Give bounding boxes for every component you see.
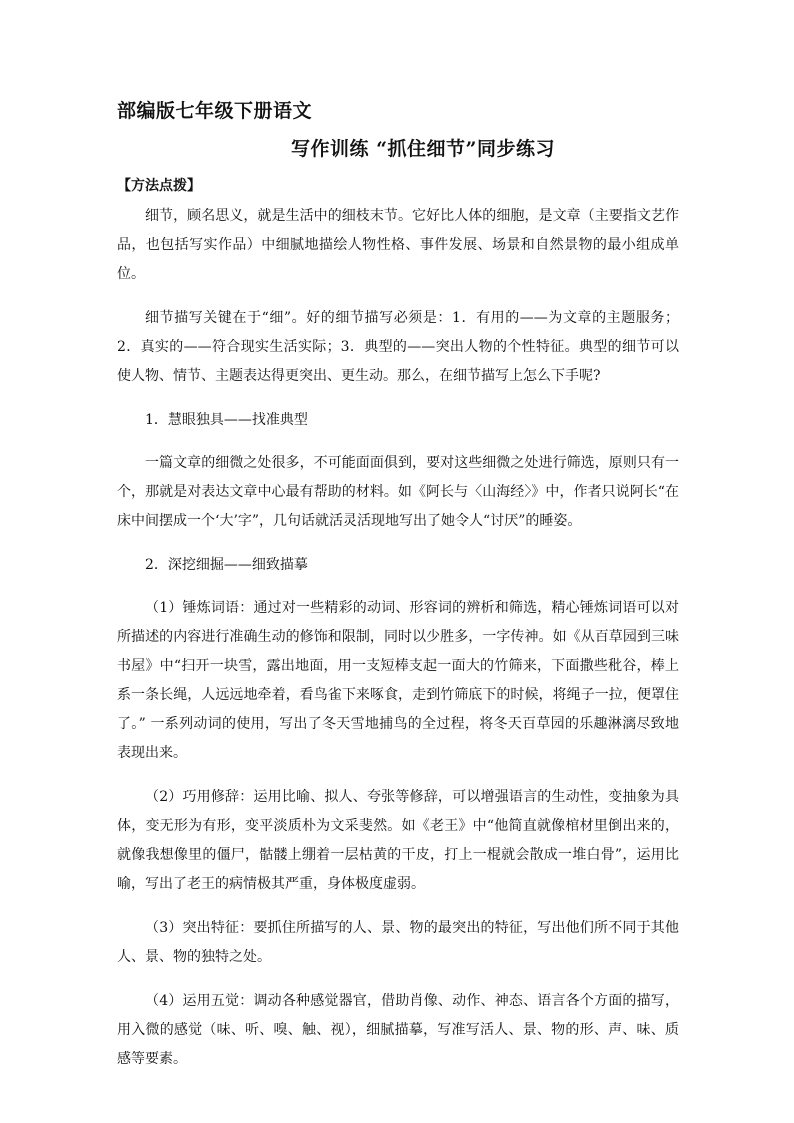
heading-method-2: 2．深挖细掘——细致描摹 — [145, 557, 308, 573]
section-label: 【方法点拨】 — [117, 178, 201, 194]
document-page — [117, 96, 679, 1089]
paragraph-key-point: 细节描写关键在于“细”。好的细节描写必须是：1．有用的——为文章的主题服务；2．真实的——符合现实生活实际；3．典型的——突出人物的个性特征。典型的细节可以使人物、情节、主题表达得更突出、更生动。那么，在细节描写上怎么下手呢? — [117, 310, 679, 384]
heading-method-1: 1．慧眼独具——找准典型 — [145, 412, 308, 428]
paragraph-features: （3）突出特征：要抓住所描写的人、景、物的最突出的特征，写出他们所不同于其他人、景、物的独特之处。 — [117, 920, 679, 965]
document-title: 部编版七年级下册语文 — [117, 100, 313, 122]
document-subtitle: 写作训练 “抓住细节”同步练习 — [291, 138, 555, 160]
paragraph-intro: 细节，顾名思义，就是生活中的细枝末节。它好比人体的细胞，是文章（主要指文艺作品，也包括写实作品）中细腻地描绘人物性格、事件发展、场景和自然景物的最小组成单位。 — [117, 208, 679, 282]
paragraph-rhetoric: （2）巧用修辞：运用比喻、拟人、夸张等修辞，可以增强语言的生动性，变抽象为具体，变无形为有形，变平淡质朴为文采斐然。如《老王》中“他简直就像棺材里倒出来的，就像我想像里的僵尸，骷髅上绷着一层枯黄的干皮，打上一棍就会散成一堆白骨”，运用比喻，写出了老王的病情极其严重，身体极度虚弱。 — [117, 789, 679, 892]
paragraph-method-1: 一篇文章的细微之处很多，不可能面面俱到，要对这些细微之处进行筛选，原则只有一个，那就是对表达文章中心最有帮助的材料。如《阿长与〈山海经〉》中，作者只说阿长“在床中间摆成一个‘大’字”，几句话就活灵活现地写出了她令人“讨厌”的睡姿。 — [117, 455, 679, 529]
paragraph-refine-words: （1）锤炼词语：通过对一些精彩的动词、形容词的辨析和筛选，精心锤炼词语可以对所描述的内容进行准确生动的修饰和限制，同时以少胜多，一字传神。如《从百草园到三味书屋》中“扫开一块雪，露出地面，用一支短棒支起一面大的竹筛来，下面撒些秕谷，棒上系一条长绳，人远远地牵着，看鸟雀下来啄食，走到竹筛底下的时候，将绳子一拉，便罩住了。” 一系列动词的使用，写出了冬天雪地捕鸟的全过程，将冬天百草园的乐趣淋漓尽致地表现出来。 — [117, 600, 679, 761]
paragraph-five-senses: （4）运用五觉：调动各种感觉器官，借助肖像、动作、神态、语言各个方面的描写，用入微的感觉（味、听、嗅、触、视），细腻描摹，写准写活人、景、物的形、声、味、质感等要素。 — [117, 993, 679, 1067]
